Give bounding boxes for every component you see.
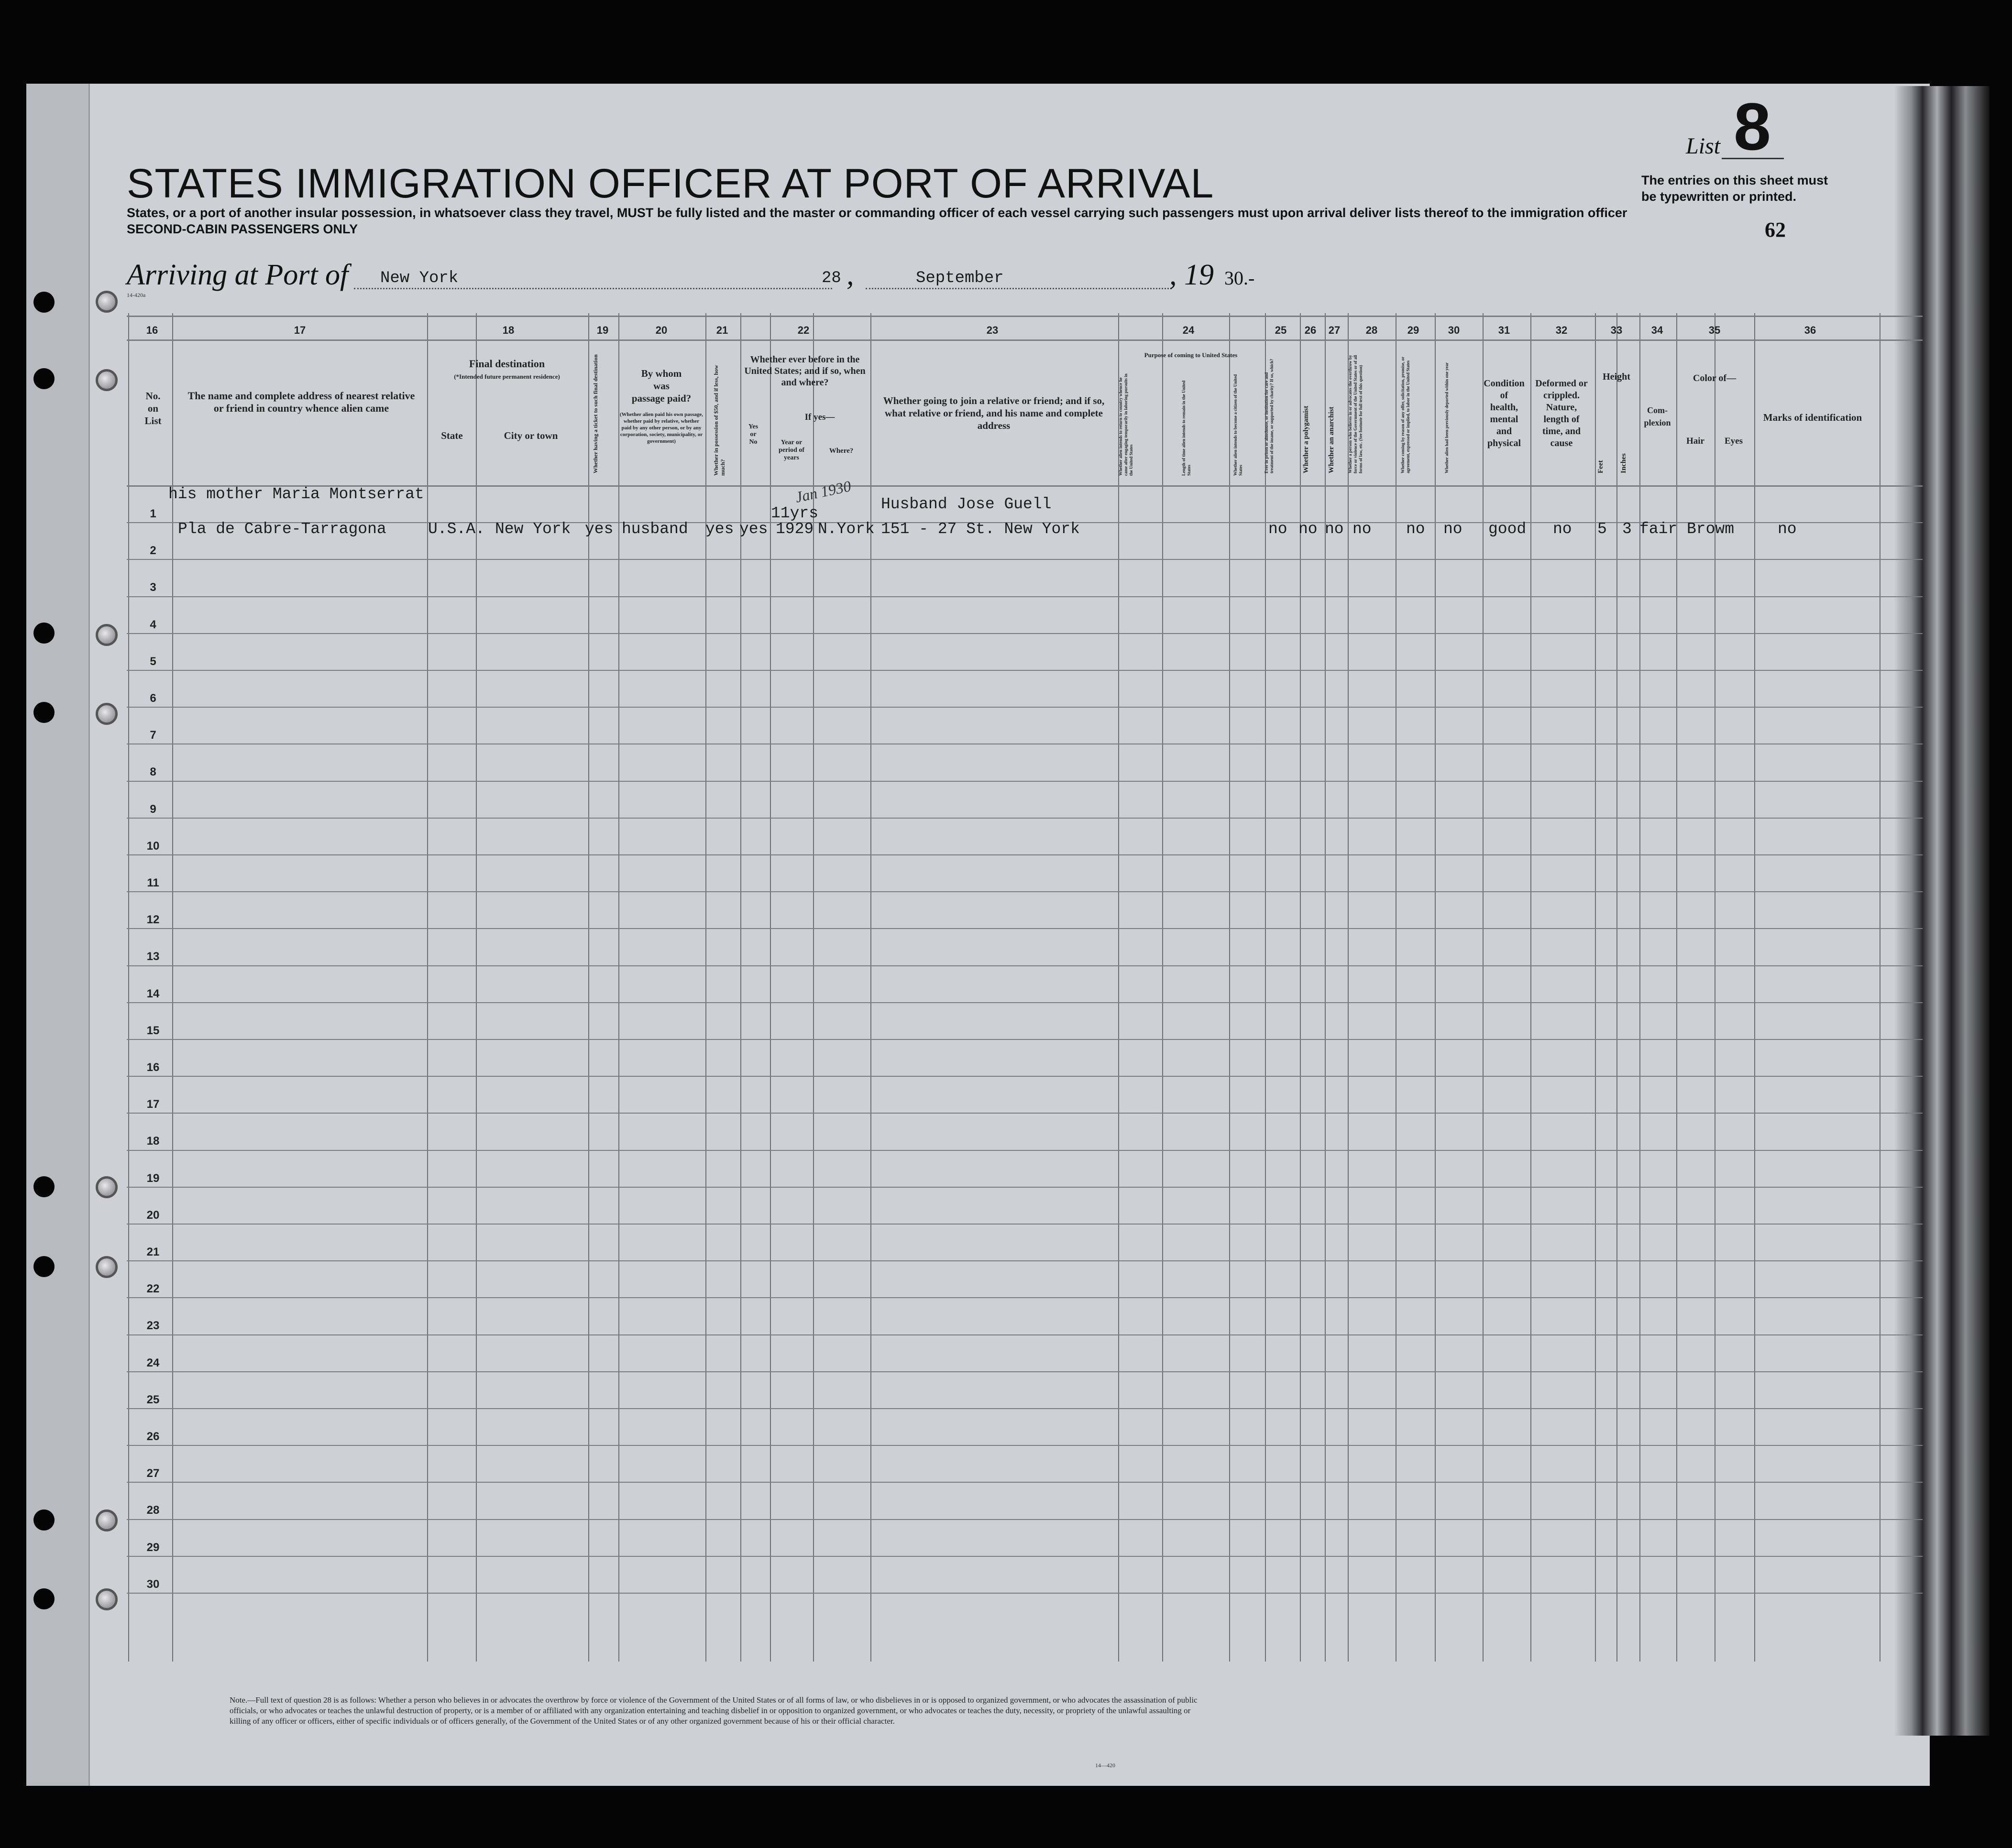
row-rule	[127, 1002, 1923, 1003]
column-number: 23	[986, 324, 999, 336]
binder-hole-icon	[33, 368, 55, 389]
prison-value: no	[1268, 520, 1287, 538]
entries-note-line: be typewritten or printed.	[1641, 189, 1797, 204]
binder-ring-icon	[96, 1256, 118, 1278]
column-rule	[740, 313, 741, 1662]
list-number: 8	[1734, 89, 1771, 164]
handwritten-annotation: Jan 1930	[793, 477, 853, 506]
row-rule	[127, 559, 1923, 560]
row-rule	[127, 1593, 1923, 1594]
period-line-1: 11yrs	[771, 504, 819, 522]
deformed-value: no	[1553, 520, 1572, 538]
passage-paid-value: husband	[622, 520, 688, 538]
year-suffix: 30.-	[1224, 267, 1255, 289]
row-number: 30	[146, 1577, 160, 1591]
form-code: 14-420a	[127, 292, 146, 298]
column-number: 17	[294, 324, 306, 336]
row-rule	[127, 965, 1923, 966]
row-rule	[127, 1297, 1923, 1298]
binder-ring-icon	[96, 369, 118, 391]
column-rule	[1265, 313, 1266, 1662]
header-rule	[127, 316, 1923, 317]
period-line-2: 1929	[776, 520, 814, 538]
sheet-number: 62	[1765, 218, 1786, 241]
row-number: 6	[150, 692, 156, 705]
row-number: 25	[146, 1393, 160, 1406]
header-state: State	[441, 430, 463, 441]
column-number: 18	[502, 324, 515, 336]
header-hair: Hair	[1686, 436, 1704, 446]
column-number: 19	[596, 324, 609, 336]
row-number: 20	[146, 1208, 160, 1222]
list-rule	[1722, 158, 1784, 159]
header-color: Color of—	[1693, 373, 1737, 383]
column-rule	[1300, 313, 1301, 1662]
row-rule	[127, 1224, 1923, 1225]
health-value: good	[1488, 520, 1527, 538]
column-number: 21	[716, 324, 728, 336]
column-rule	[1435, 313, 1436, 1662]
header-final-destination: Final destination	[469, 358, 545, 370]
header-join-relative: Whether going to join a relative or friend; and if so, what relative or friend, and his name and complete address	[883, 395, 1105, 431]
row-rule	[127, 891, 1923, 892]
binder-ring-icon	[96, 1176, 118, 1198]
binder-hole-icon	[33, 702, 55, 723]
header-inches: Inches	[1620, 453, 1627, 473]
header-prison: Ever in prison or almshouse, or institution for care and treatment of the insane, or supported by charity? If so, which?	[1264, 359, 1274, 473]
column-number: 36	[1804, 324, 1816, 336]
column-rule	[1483, 313, 1484, 1662]
year-prefix: , 19	[1169, 259, 1214, 291]
binder-hole-icon	[33, 623, 55, 644]
class-line: SECOND-CABIN PASSENGERS ONLY	[127, 222, 358, 236]
column-number: 35	[1708, 324, 1721, 336]
row-rule	[127, 928, 1923, 929]
hair-eyes-value: Browm	[1687, 520, 1735, 538]
header-q30: Whether alien had been previously deported within one year	[1444, 362, 1449, 473]
header-text: No. on List	[144, 390, 162, 426]
column-number: 24	[1182, 324, 1195, 336]
port-value: New York	[380, 269, 459, 287]
month-value: September	[916, 269, 1004, 287]
header-purpose: Purpose of coming to United States	[1144, 351, 1238, 359]
header-height: Height	[1603, 372, 1630, 382]
header-where: Where?	[829, 447, 854, 455]
column-number: 28	[1365, 324, 1378, 336]
row-rule	[127, 1113, 1923, 1114]
column-rule	[1229, 313, 1230, 1662]
marks-value: no	[1778, 520, 1797, 538]
q28-value: no	[1352, 520, 1372, 538]
row-number: 28	[146, 1504, 160, 1517]
row-number: 23	[146, 1319, 160, 1333]
header-ticket: Whether having a ticket to such final destination	[592, 354, 599, 473]
complexion-value: fair	[1639, 520, 1678, 538]
row-number: 12	[146, 913, 160, 927]
column-rule	[1325, 313, 1326, 1662]
column-rule	[128, 313, 129, 1662]
column-number: 31	[1498, 324, 1510, 336]
header-city: City or town	[504, 430, 558, 441]
header-q28: Whether a person who believes in or advocates the overthrow by force or violence of the Government of the United States or of all forms of law, etc. (See footnote for full text of this question)	[1348, 355, 1363, 473]
header-feet: Feet	[1597, 460, 1605, 473]
where-value: N.York	[818, 520, 875, 538]
row-number: 1	[150, 507, 156, 520]
header-before-in-us: Whether ever before in the United States; and if so, when and where?	[744, 354, 866, 388]
row-rule	[127, 1076, 1923, 1077]
month-rule	[866, 288, 1172, 289]
column-number: 26	[1304, 324, 1317, 336]
join-line-1: Husband Jose Guell	[881, 495, 1052, 513]
column-number: 29	[1407, 324, 1419, 336]
state-value: U.S.A.	[428, 520, 485, 538]
arriving-label: Arriving at Port of	[127, 259, 349, 291]
column-number: 22	[797, 324, 810, 336]
column-number: 30	[1448, 324, 1460, 336]
instructions-line: States, or a port of another insular possession, in whatsoever class they travel, MUST be fully listed and the master or commanding officer of each vessel carrying such passengers must upon arrival deliver lists thereof to the immigration officer	[127, 206, 1627, 220]
entries-note-line: The entries on this sheet must	[1641, 173, 1828, 187]
row-number: 24	[146, 1356, 160, 1369]
binder-hole-icon	[33, 292, 55, 313]
column-number: 34	[1651, 324, 1663, 336]
row-rule	[127, 1187, 1923, 1188]
footer-code: 14—420	[1095, 1762, 1115, 1769]
row-number: 7	[150, 729, 156, 742]
binder-hole-icon	[33, 1176, 55, 1197]
binder-hole-icon	[33, 1256, 55, 1277]
row-number: 2	[150, 544, 156, 558]
q30-value: no	[1443, 520, 1462, 538]
feet-value: 5	[1597, 520, 1607, 538]
row-number: 4	[150, 618, 156, 631]
ticket-value: yes	[585, 520, 614, 538]
q29-value: no	[1406, 520, 1425, 538]
footnote: Note.—Full text of question 28 is as follows: Whether a person who believes in or advocates the overthrow by force or violence of the Government of the United States or of all forms of law, or who disbelieves in or is opposed to organized government, or who advocates the assassination of public officials, or who advocates or teaches the unlawful destruction of property, or is a member of or affiliated with any organization entertaining and teaching disbelief in or opposition to organized government, or who advocates or teaches the duty, necessity, or propriety of the unlawful assaulting or killing of any officer or officers, either of specific individuals or of officers generally, of the Government of the United States or of any other organized government because of his or their official character.	[230, 1695, 1198, 1726]
row-number: 19	[146, 1171, 160, 1185]
column-rule	[1754, 313, 1755, 1662]
row-number: 18	[146, 1135, 160, 1148]
binder-ring-icon	[96, 624, 118, 646]
column-rule	[1595, 313, 1596, 1662]
header-relative: The name and complete address of nearest relative or friend in country whence alien came	[187, 390, 415, 414]
row-number: 11	[147, 876, 159, 889]
row-number: 14	[146, 987, 160, 1000]
anarchist-value: no	[1325, 520, 1344, 538]
before-in-us-value: yes	[739, 520, 768, 538]
column-rule	[588, 313, 589, 1662]
header-deformed: Deformed or crippled. Nature, length of time, and cause	[1535, 378, 1588, 448]
column-rule	[618, 313, 619, 1662]
day-value: 28	[822, 269, 841, 287]
header-purpose-citizen: Whether alien intends to become a citizen of the United States	[1233, 374, 1243, 476]
column-rule	[1118, 313, 1119, 1662]
page-title: STATES IMMIGRATION OFFICER AT PORT OF ARRIVAL	[127, 161, 1214, 207]
row-number: 8	[150, 765, 156, 779]
header-fifty-dollars: Whether in possession of $50, and if less, how much?	[713, 365, 726, 476]
row-rule	[127, 670, 1923, 671]
binding-strip	[26, 84, 90, 1786]
entries-note	[1641, 172, 1828, 205]
binder-ring-icon	[96, 1509, 118, 1531]
header-passage-paid: By whom was passage paid?	[631, 368, 692, 404]
column-rule	[1616, 313, 1617, 1662]
fifty-dollars-value: yes	[705, 520, 734, 538]
column-number: 33	[1610, 324, 1623, 336]
column-number: 16	[146, 324, 158, 336]
column-rule	[1530, 313, 1531, 1662]
header-q29: Whether coming by reason of any offer, solicitation, promise, or agreement, expressed or implied, to labor in the United States	[1400, 357, 1410, 473]
header-if-yes: If yes—	[804, 412, 835, 422]
row-rule	[127, 633, 1923, 634]
binder-hole-icon	[33, 1588, 55, 1609]
header-eyes: Eyes	[1725, 436, 1743, 446]
column-rule	[1162, 313, 1163, 1662]
header-purpose-return: Whether alien intends to return to country whence he came after engaging temporarily in laboring pursuits in the United States	[1118, 373, 1133, 476]
manifest-grid	[127, 313, 1923, 1662]
row-number: 17	[146, 1098, 160, 1111]
column-rule	[1348, 313, 1349, 1662]
row-number: 26	[146, 1430, 160, 1443]
row-number: 22	[146, 1282, 160, 1296]
binder-ring-icon	[96, 291, 118, 313]
header-period: Year or period of years	[778, 439, 805, 461]
header-passage-paid-note: (Whether alien paid his own passage, whether paid by relative, whether paid by any other person, or by any corporation, society, municipality, or government)	[620, 412, 703, 444]
row-number: 3	[150, 581, 156, 594]
row-rule	[127, 1150, 1923, 1151]
column-rule	[476, 313, 477, 1662]
row-number: 9	[150, 802, 156, 816]
header-purpose-length: Length of time alien intends to remain in the United States	[1181, 380, 1191, 476]
list-label: List	[1686, 133, 1721, 159]
relative-line-1: his mother Maria Montserrat	[168, 485, 424, 503]
row-rule	[127, 1482, 1923, 1483]
column-rule	[172, 313, 173, 1662]
polygamist-value: no	[1298, 520, 1318, 538]
header-list-number	[136, 390, 170, 427]
row-rule	[127, 1408, 1923, 1409]
row-number: 21	[146, 1246, 160, 1258]
row-rule	[127, 1334, 1923, 1335]
column-rule	[870, 313, 871, 1662]
header-polygamist: Whether a polygamist	[1302, 405, 1310, 473]
column-rule	[705, 313, 706, 1662]
header-final-destination-note: (*Intended future permanent residence)	[454, 373, 560, 380]
row-rule	[127, 1445, 1923, 1446]
column-number: 25	[1275, 324, 1287, 336]
relative-line-2: Pla de Cabre-Tarragona	[178, 520, 386, 538]
port-rule	[354, 288, 832, 289]
row-rule	[127, 818, 1923, 819]
row-number: 10	[146, 839, 160, 853]
date-comma: ,	[847, 259, 854, 291]
row-rule	[127, 1371, 1923, 1372]
header-complexion: Com- plexion	[1644, 405, 1671, 427]
row-rule	[127, 1519, 1923, 1520]
row-rule	[127, 1260, 1923, 1261]
row-rule	[127, 1556, 1923, 1557]
row-rule	[127, 596, 1923, 597]
binder-hole-icon	[33, 1509, 55, 1531]
header-anarchist: Whether an anarchist	[1328, 406, 1335, 473]
column-rule	[1639, 313, 1640, 1662]
row-rule	[127, 854, 1923, 855]
column-number: 27	[1328, 324, 1341, 336]
row-number: 13	[146, 950, 160, 963]
city-value: New York	[495, 520, 571, 538]
column-number: 20	[655, 324, 668, 336]
binder-ring-icon	[96, 1588, 118, 1610]
column-rule	[1676, 313, 1677, 1662]
join-line-2: 151 - 27 St. New York	[881, 520, 1080, 538]
row-rule	[127, 781, 1923, 782]
row-number: 5	[150, 655, 156, 668]
binder-ring-icon	[96, 703, 118, 725]
column-number: 32	[1555, 324, 1568, 336]
row-number: 27	[146, 1467, 160, 1480]
header-health: Condition of health, mental and physical	[1484, 378, 1525, 448]
row-number: 16	[146, 1061, 160, 1074]
row-rule	[127, 707, 1923, 708]
row-number: 15	[146, 1024, 160, 1037]
row-number: 29	[146, 1541, 160, 1554]
header-yes-no: Yes or No	[748, 423, 759, 446]
header-marks: Marks of identification	[1763, 412, 1862, 423]
inches-value: 3	[1622, 520, 1632, 538]
row-rule	[127, 1039, 1923, 1040]
header-rule	[127, 339, 1923, 341]
column-rule	[427, 313, 428, 1662]
